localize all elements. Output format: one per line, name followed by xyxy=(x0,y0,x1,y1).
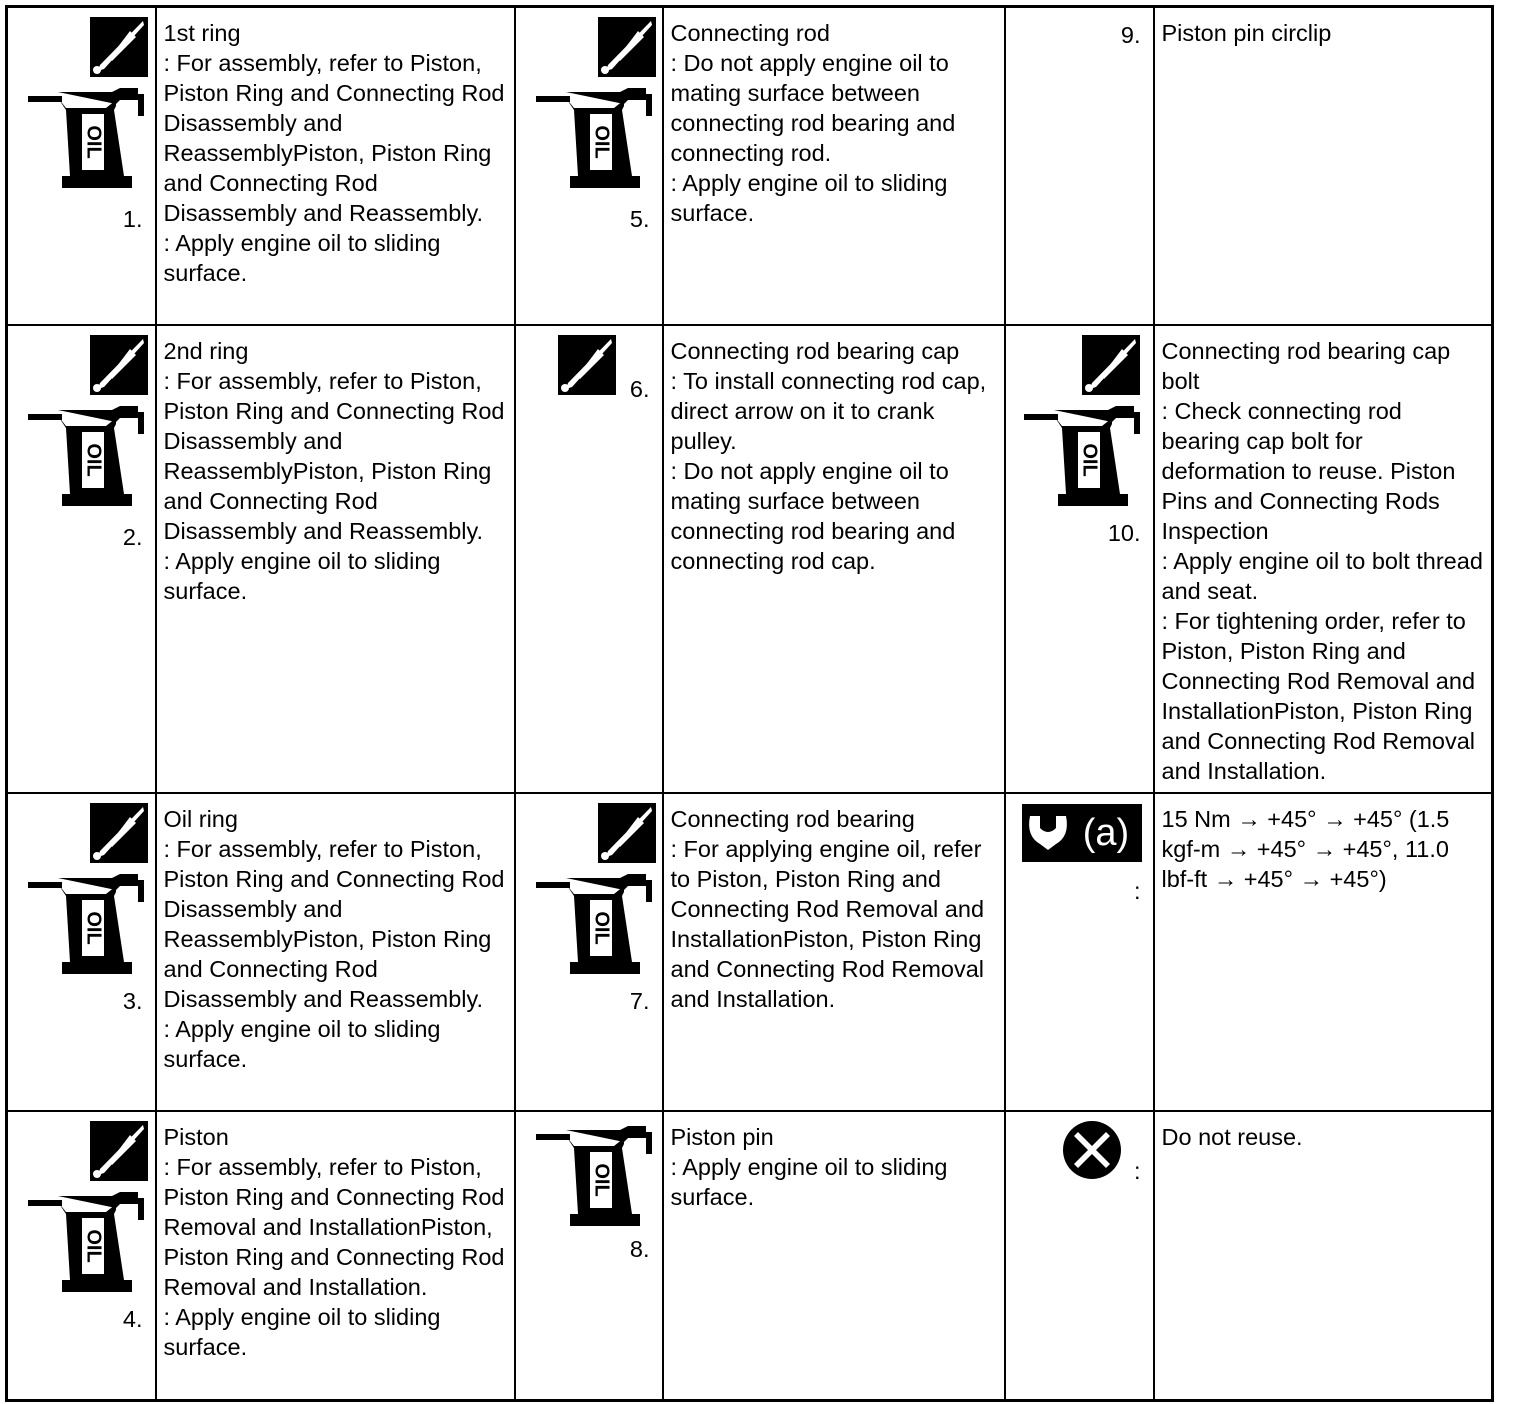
item-description: Connecting rod bearing : For applying engine oil, refer to Piston, Piston Ring and Connecting Rod Removal and InstallationPiston, Piston Ring and Connecting Rod Removal and Installation. xyxy=(663,793,1005,1111)
caution-icon xyxy=(90,802,148,864)
wrench-torque-icon xyxy=(1022,804,1142,862)
item-number: 8. xyxy=(629,1235,650,1262)
do-not-reuse-text: Do not reuse. xyxy=(1154,1111,1493,1401)
table-row xyxy=(7,793,1493,1111)
item-number: 10. xyxy=(1107,519,1141,546)
torque-spec: 15 Nm → +45° → +45° (1.5 kgf-m → +45° → +45°, 11.0 lbf-ft → +45° → +45°) xyxy=(1154,793,1493,1111)
symbol-cell xyxy=(1005,793,1154,1111)
item-description: Connecting rod bearing cap : To install connecting rod cap, direct arrow on it to crank pulley. : Do not apply engine oil to mating surface between connecting rod bearing and connecting rod cap. xyxy=(663,325,1005,793)
do-not-reuse-separator: : xyxy=(1133,1157,1141,1184)
item-description: Piston pin circlip xyxy=(1154,7,1493,325)
item-number: 1. xyxy=(122,206,143,232)
item-description: 2nd ring : For assembly, refer to Piston, Piston Ring and Connecting Rod Disassembly and ReassemblyPiston, Piston Ring and Connecting Rod Disassembly and Reassembly. : Apply engine oil to sliding surface. xyxy=(156,325,515,793)
torque-separator: : xyxy=(1133,877,1141,904)
do-not-reuse-icon xyxy=(1062,1120,1122,1180)
item-number: 4. xyxy=(122,1305,143,1332)
oil-can-icon xyxy=(28,874,144,974)
oil-can-icon xyxy=(28,406,144,506)
item-description: Piston : For assembly, refer to Piston, Piston Ring and Connecting Rod Removal and InstallationPiston, Piston Ring and Connecting Rod Removal and Installation. : Apply engine oil to sliding surface. xyxy=(156,1111,515,1401)
item-description: Connecting rod : Do not apply engine oil to mating surface between connecting rod bearing and connecting rod. : Apply engine oil to sliding surface. xyxy=(663,7,1005,325)
oil-can-icon xyxy=(536,874,652,974)
symbol-cell xyxy=(515,1111,663,1401)
item-number: 7. xyxy=(629,987,650,1014)
item-description: 1st ring : For assembly, refer to Piston, Piston Ring and Connecting Rod Disassembly and ReassemblyPiston, Piston Ring and Connecting Rod Disassembly and Reassembly. : Apply engine oil to sliding surface. xyxy=(156,7,515,325)
item-description: Connecting rod bearing cap bolt : Check connecting rod bearing cap bolt for deformation to reuse. Piston Pins and Connecting Rods Inspection : Apply engine oil to bolt thread and seat. : For tightening order, refer to Piston, Piston Ring and Connecting Rod Removal and InstallationPiston, Piston Ring and Connecting Rod Removal and Installation. xyxy=(1154,325,1493,793)
legend-sheet xyxy=(5,5,1494,1402)
parts-legend-table xyxy=(5,5,1494,1402)
oil-can-icon xyxy=(28,88,144,188)
symbol-cell xyxy=(515,793,663,1111)
torque-symbol-label: (a) xyxy=(1082,811,1129,854)
item-description: Oil ring : For assembly, refer to Piston, Piston Ring and Connecting Rod Disassembly and ReassemblyPiston, Piston Ring and Connecting Rod Disassembly and Reassembly. : Apply engine oil to sliding surface. xyxy=(156,793,515,1111)
oil-can-icon xyxy=(1024,406,1140,506)
item-number: 5. xyxy=(629,206,650,232)
caution-icon xyxy=(598,802,656,864)
caution-icon xyxy=(598,16,656,78)
symbol-cell xyxy=(1005,1111,1154,1401)
caution-icon xyxy=(558,334,616,396)
symbol-cell xyxy=(515,7,663,325)
symbol-cell xyxy=(7,325,156,793)
oil-can-icon xyxy=(536,1126,652,1226)
symbol-cell xyxy=(7,1111,156,1401)
item-number: 2. xyxy=(122,523,143,550)
item-number: 9. xyxy=(1120,22,1141,48)
table-row xyxy=(7,325,1493,793)
symbol-cell xyxy=(515,325,663,793)
item-number: 3. xyxy=(122,987,143,1014)
table-row xyxy=(7,1111,1493,1401)
symbol-cell xyxy=(7,793,156,1111)
item-description: Piston pin : Apply engine oil to sliding surface. xyxy=(663,1111,1005,1401)
symbol-cell xyxy=(1005,7,1154,325)
caution-icon xyxy=(90,334,148,396)
symbol-cell xyxy=(7,7,156,325)
table-row xyxy=(7,7,1493,325)
caution-icon xyxy=(1082,334,1140,396)
item-number: 6. xyxy=(629,375,650,402)
symbol-cell xyxy=(1005,325,1154,793)
caution-icon xyxy=(90,16,148,78)
oil-can-icon xyxy=(28,1192,144,1292)
caution-icon xyxy=(90,1120,148,1182)
oil-can-icon xyxy=(536,88,652,188)
